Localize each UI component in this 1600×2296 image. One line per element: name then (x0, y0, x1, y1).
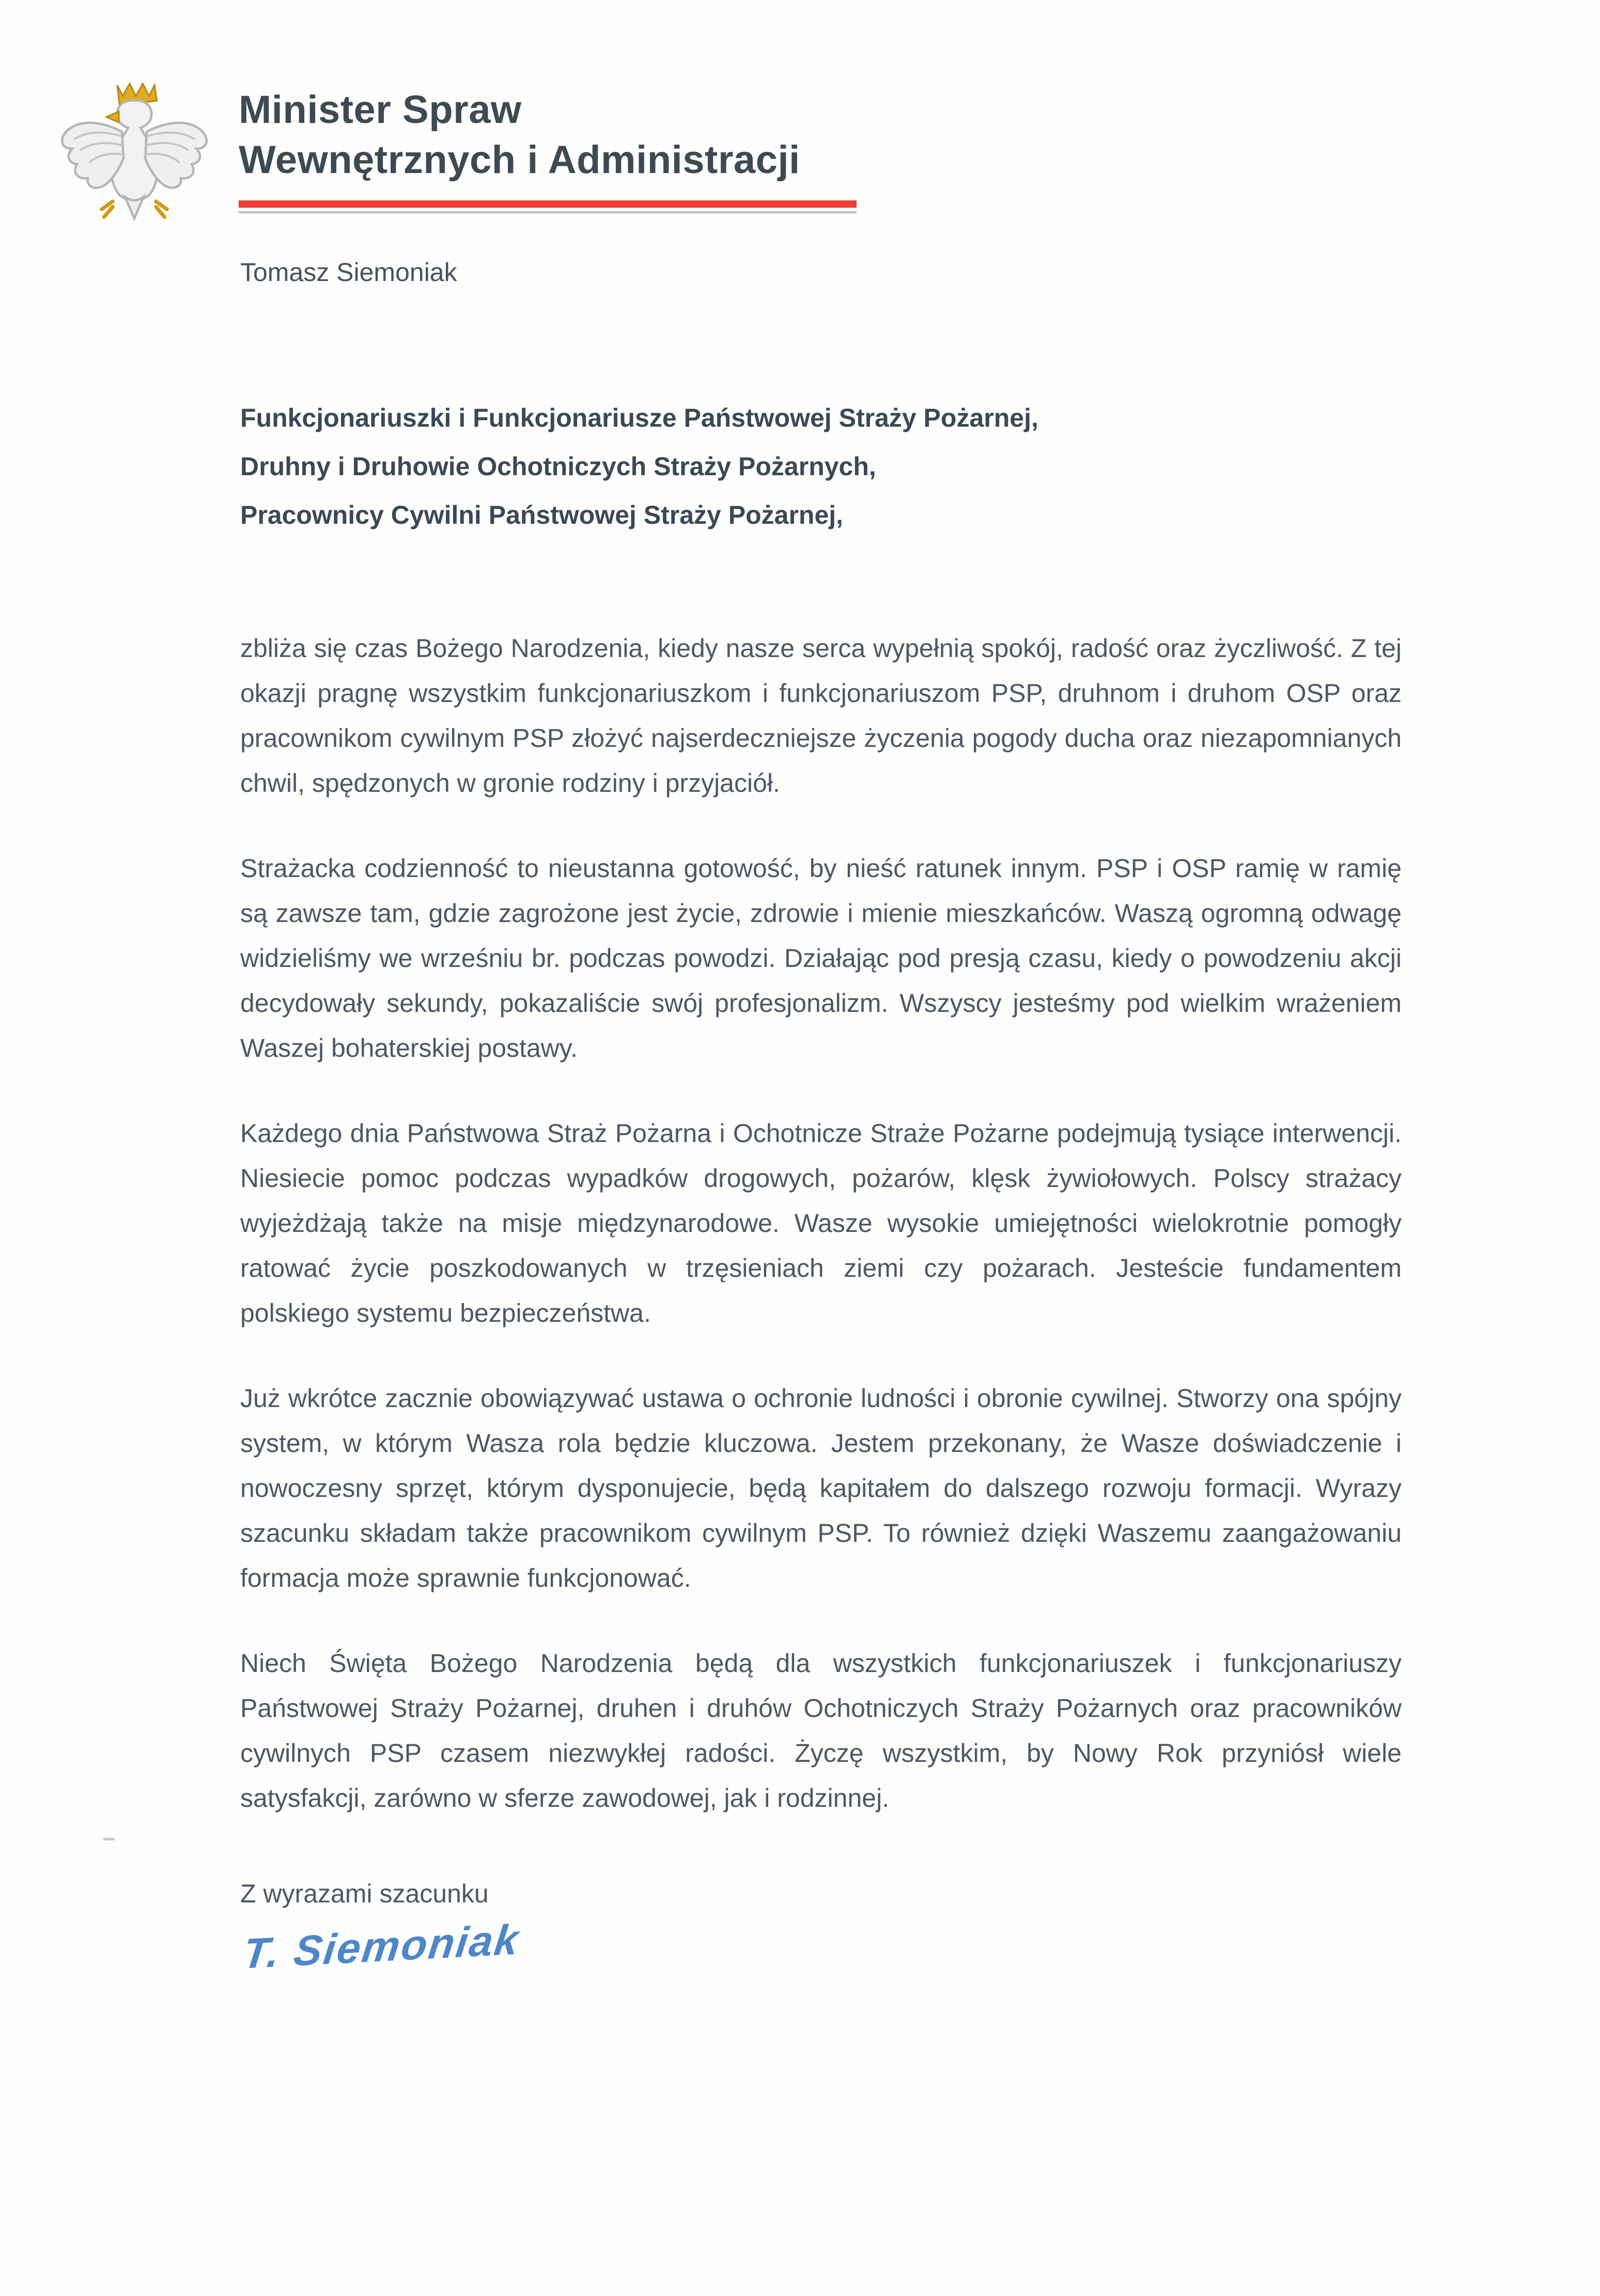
letterhead-divider (239, 200, 857, 213)
salutation-line-2: Druhny i Druhowie Ochotniczych Straży Pożarnych, (240, 452, 876, 481)
salutation-line-1: Funkcjonariuszki i Funkcjonariusze Państwowej Straży Pożarnej, (240, 403, 1038, 432)
letter-paragraph-5: Niech Święta Bożego Narodzenia będą dla wszystkich funkcjonariuszek i funkcjonariuszy Państwowej Straży Pożarnej, druhen i druhów Ochotniczych Straży Pożarnych oraz pracowników cywilnych PSP czasem niezwykłej radości. Życzę wszystkim, by Nowy Rok przyniósł wiele satysfakcji, zarówno w sferze zawodowej, jak i rodzinnej. (240, 1649, 1402, 1813)
closing-formula: Z wyrazami szacunku (240, 1879, 489, 1908)
letter-paragraph-4: Już wkrótce zacznie obowiązywać ustawa o ochronie ludności i obronie cywilnej. Stworzy ona spójny system, w którym Wasza rola będzie kluczowa. Jestem przekonany, że Wasze doświadczenie i nowoczesny sprzęt, którym dysponujecie, będą kapitałem do dalszego rozwoju formacji. Wyrazy szacunku składam także pracownikom cywilnym PSP. To również dzięki Waszemu zaangażowaniu formacja może sprawnie funkcjonować. (240, 1384, 1402, 1592)
letterhead (57, 71, 857, 242)
letter-paragraph-3: Każdego dnia Państwowa Straż Pożarna i Ochotnicze Straże Pożarne podejmują tysiące interwencji. Niesiecie pomoc podczas wypadków drogowych, pożarów, klęsk żywiołowych. Polscy strażacy wyjeżdżają także na misje międzynarodowe. Wasze wysokie umiejętności wielokrotnie pomogły ratować życie poszkodowanych w trzęsieniach ziemi czy pożarach. Jesteście fundamentem polskiego systemu bezpieczeństwa. (240, 1119, 1402, 1327)
scan-artifact (103, 1838, 115, 1840)
letter-body (240, 394, 1402, 1979)
letter-paragraph-1: zbliża się czas Bożego Narodzenia, kiedy nasze serca wypełnią spokój, radość oraz życzliwość. Z tej okazji pragnę wszystkim funkcjonariuszkom i funkcjonariuszom PSP, druhnom i druhom OSP oraz pracownikom cywilnym PSP złożyć najserdeczniejsze życzenia pogody ducha oraz niezapomnianych chwil, spędzonych w gronie rodziny i przyjaciół. (240, 634, 1402, 798)
salutation-block (240, 394, 1402, 539)
ministry-title-line2: Wewnętrznych i Administracji (239, 138, 800, 182)
salutation-line-3: Pracownicy Cywilni Państwowej Straży Pożarnej, (240, 501, 844, 529)
ministry-title-block (239, 71, 857, 213)
minister-name: Tomasz Siemoniak (240, 258, 457, 287)
signature-handwriting: T. Siemoniak (240, 1916, 523, 1978)
letter-paragraph-2: Strażacka codzienność to nieustanna gotowość, by nieść ratunek innym. PSP i OSP ramię w ramię są zawsze tam, gdzie zagrożone jest życie, zdrowie i mienie mieszkańców. Waszą ogromną odwagę widzieliśmy we wrześniu br. podczas powodzi. Działając pod presją czasu, kiedy o powodzeniu akcji decydowały sekundy, pokazaliście swój profesjonalizm. Wszyscy jesteśmy pod wielkim wrażeniem Waszej bohaterskiej postawy. (240, 854, 1402, 1063)
coat-of-arms-eagle-icon (57, 71, 212, 242)
letterhead-divider-red (239, 200, 857, 208)
letterhead-divider-gray (239, 211, 857, 213)
ministry-title-line1: Minister Spraw (239, 88, 522, 132)
